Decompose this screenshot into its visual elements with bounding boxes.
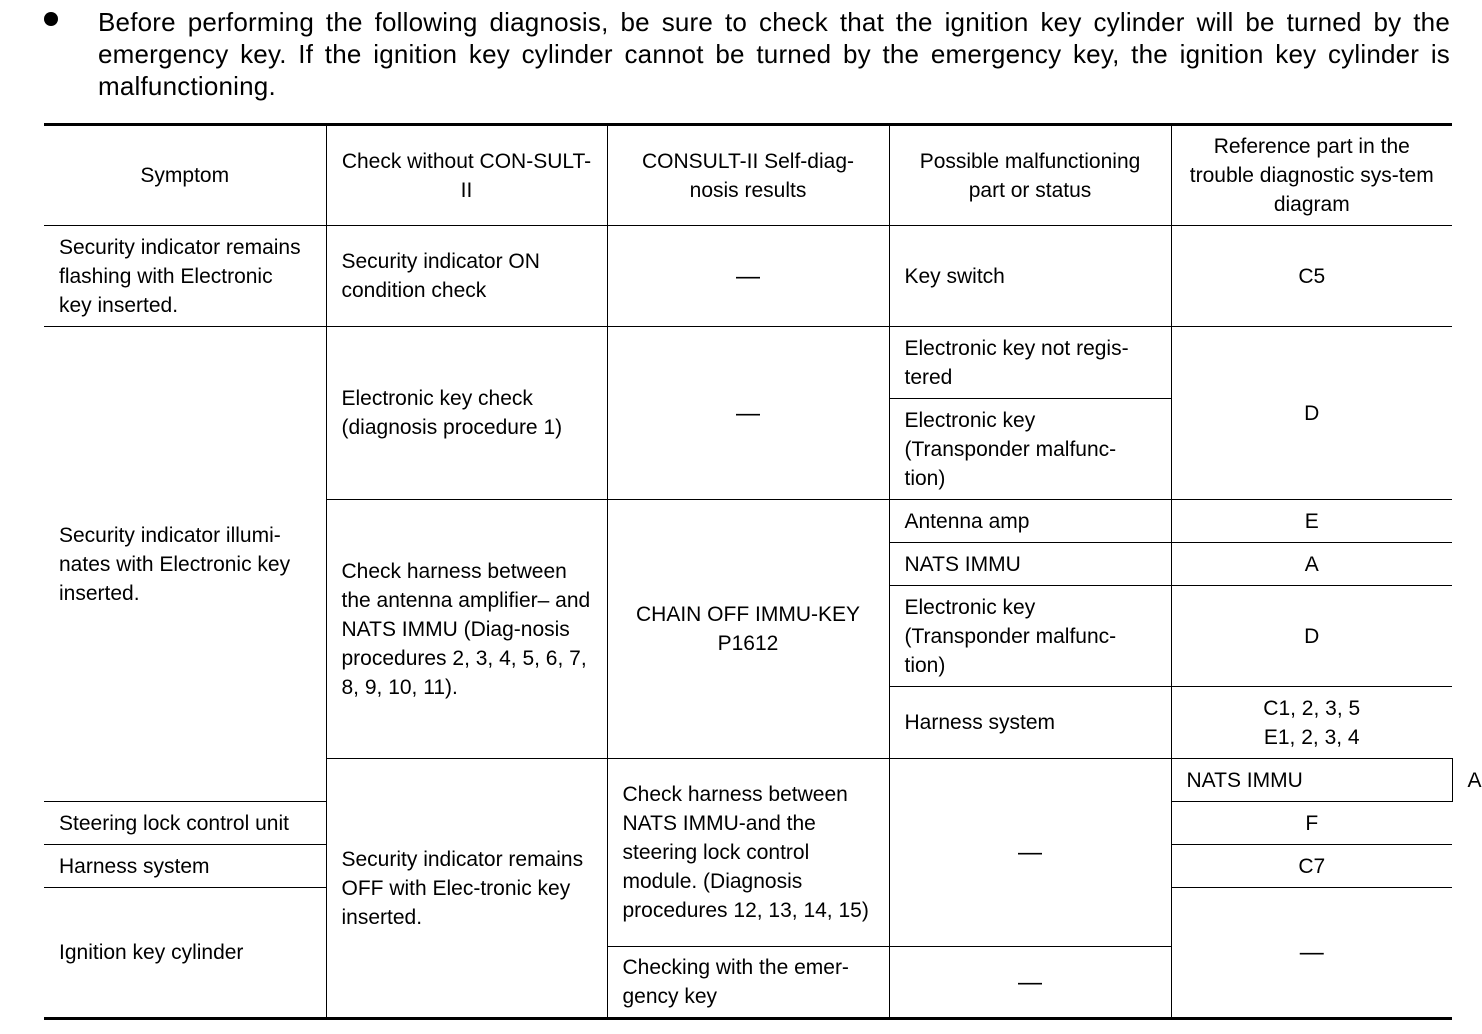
part-cell: Electronic key (Transponder malfunc-tion)	[889, 399, 1171, 500]
symptom-cell: Security indicator remains OFF with Elec-tronic key inserted.	[326, 759, 607, 1019]
table-row	[44, 226, 1452, 327]
symptom-cell: Security indicator illumi-nates with Electronic key inserted.	[44, 327, 326, 802]
consult-cell: —	[889, 759, 1171, 947]
part-cell: Antenna amp	[889, 500, 1171, 543]
check-cell: Electronic key check (diagnosis procedure 1)	[326, 327, 607, 500]
ref-line: E1, 2, 3, 4	[1263, 725, 1360, 749]
part-cell: NATS IMMU	[889, 543, 1171, 586]
consult-cell: —	[889, 947, 1171, 1019]
header-symptom: Symptom	[44, 125, 326, 226]
note-text: Before performing the following diagnosis, be sure to check that the ignition key cylinder will be turned by the emergency key. If the ignition key cylinder cannot be turned by the emergency key, the ignition key cylinder is malfunctioning.	[98, 7, 1450, 101]
check-cell: Security indicator ON condition check	[326, 226, 607, 327]
part-cell: Key switch	[889, 226, 1171, 327]
ref-cell: C5	[1171, 226, 1452, 327]
part-cell: Harness system	[44, 845, 326, 888]
ref-cell: D	[1171, 327, 1452, 500]
part-cell: Steering lock control unit	[44, 802, 326, 845]
header-ref: Reference part in the trouble diagnostic sys-tem diagram	[1171, 125, 1452, 226]
part-cell: Ignition key cylinder	[44, 888, 326, 1019]
part-cell: Electronic key not regis-tered	[889, 327, 1171, 399]
header-check: Check without CON-SULT-II	[326, 125, 607, 226]
table-row	[44, 327, 1452, 399]
bullet-icon	[44, 12, 58, 26]
table-row: Security indicator remains OFF with Elec-tronic key inserted. Check harness between NATS IMMU-and the steering lock control module. (Diagnosis procedures 12, 13, 14, 15) — NATS IMMU A	[44, 759, 1452, 802]
ref-cell: F	[1171, 802, 1452, 845]
ref-cell: E	[1171, 500, 1452, 543]
consult-cell: —	[607, 327, 889, 500]
ref-cell	[1171, 687, 1452, 759]
ref-cell: —	[1171, 888, 1452, 1019]
part-cell: Harness system	[889, 687, 1171, 759]
consult-line: CHAIN OFF IMMU-KEY	[636, 603, 860, 626]
consult-line: P1612	[717, 632, 779, 655]
ref-line: C1, 2, 3, 5	[1263, 696, 1361, 720]
ref-cell: D	[1171, 586, 1452, 687]
consult-cell	[607, 500, 889, 759]
header-consult: CONSULT-II Self-diag-nosis results	[607, 125, 889, 226]
part-cell: NATS IMMU	[1171, 759, 1452, 802]
check-cell: Check harness between NATS IMMU-and the steering lock control module. (Diagnosis procedures 12, 13, 14, 15)	[607, 759, 889, 947]
symptom-cell: Security indicator remains flashing with Electronic key inserted.	[44, 226, 326, 327]
header-part: Possible malfunctioning part or status	[889, 125, 1171, 226]
ref-cell: A	[1171, 543, 1452, 586]
check-cell: Checking with the emer-gency key	[607, 947, 889, 1019]
part-cell: Electronic key (Transponder malfunc-tion)	[889, 586, 1171, 687]
consult-cell: —	[607, 226, 889, 327]
ref-cell: C7	[1171, 845, 1452, 888]
header-row	[44, 125, 1452, 226]
check-cell: Check harness between the antenna amplifier– and NATS IMMU (Diag-nosis procedures 2, 3, 4, 5, 6, 7, 8, 9, 10, 11).	[326, 500, 607, 759]
diagnosis-table	[44, 123, 1482, 1020]
